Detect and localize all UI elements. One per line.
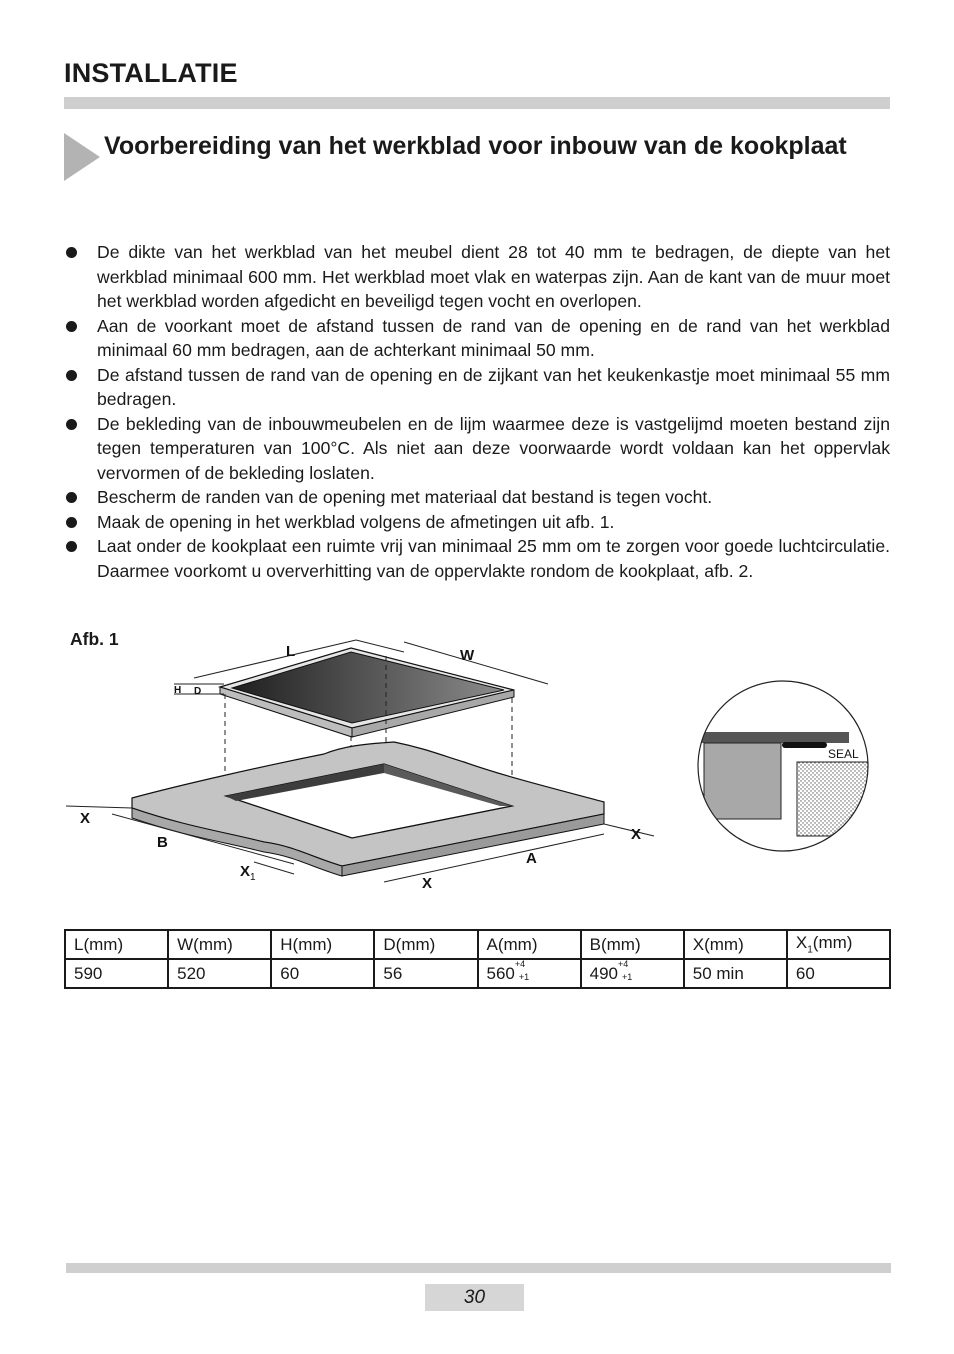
subheading: Voorbereiding van het werkblad voor inbouw van de kookplaat (104, 132, 847, 160)
header-cell: A(mm) (478, 930, 581, 959)
header-cell: D(mm) (374, 930, 477, 959)
list-item-text: De dikte van het werkblad van het meubel dient 28 tot 40 mm te bedragen, de diepte van het werkblad minimaal 600 mm. Het werkblad moet vlak en waterpas zijn. Aan de kant van de muur moet het werkblad worden afgedicht en beveiligd tegen vocht en overlopen. (97, 242, 890, 311)
list-item-text: Laat onder de kookplaat een ruimte vrij van minimaal 25 mm om te zorgen voor goede luchtcirculatie. Daarmee voorkomt u oververhitting van de oppervlakte rondom de kookplaat, afb. 2. (97, 536, 890, 581)
label-b: B (157, 834, 168, 851)
bullet-icon (66, 419, 77, 430)
list-item (64, 363, 890, 412)
bullet-icon (66, 321, 77, 332)
header-cell: L(mm) (65, 930, 168, 959)
header-cell-x1: $X_1(mm)$ (787, 930, 890, 959)
bullet-icon (66, 517, 77, 528)
label-h: H (174, 685, 182, 696)
list-item-text: De bekleding van de inbouwmeubelen en de lijm waarmee deze is vastgelijmd moeten bestand zijn tegen temperaturen van 100°C. Als niet aan deze voorwaarde wordt voldaan kan het oppervlak vervormen of de bekleding loslaten. (97, 413, 890, 483)
seal-label: SEAL (828, 747, 859, 761)
bullet-icon (66, 247, 77, 258)
seal-detail-circle (684, 681, 887, 851)
list-item (64, 534, 890, 583)
header-cell: B(mm) (581, 930, 684, 959)
value-cell: 60 (271, 959, 374, 988)
list-item-text: Bescherm de randen van de opening met materiaal dat bestand is tegen vocht. (97, 487, 713, 507)
section-title: INSTALLATIE (64, 58, 238, 88)
value-cell: 60 (787, 959, 890, 988)
footer-divider (66, 1263, 891, 1273)
value-cell: 520 (168, 959, 271, 988)
label-x-right: X (631, 826, 642, 843)
value-cell: 590 (65, 959, 168, 988)
list-item (64, 485, 890, 510)
dimensions-table (64, 929, 891, 989)
header-cell: H(mm) (271, 930, 374, 959)
page-number: 30 (425, 1284, 524, 1311)
value-cell: 50 min (684, 959, 787, 988)
list-item (64, 510, 890, 535)
table-header-row (65, 930, 890, 959)
list-item (64, 240, 890, 314)
header-divider (64, 97, 890, 109)
label-x-left: X (80, 810, 91, 827)
value-cell-a: 560 +4 +1 (478, 959, 581, 988)
list-item (64, 314, 890, 363)
list-item-text: De afstand tussen de rand van de opening en de zijkant van het keukenkastje moet minimaal 55 mm bedragen. (97, 364, 890, 409)
label-w: W (460, 647, 475, 664)
bullet-icon (66, 492, 77, 503)
label-x-bottom: X (422, 875, 433, 892)
figure-label: Afb. 1 (70, 629, 119, 649)
value-cell-b: 490 +4 +1 (581, 959, 684, 988)
header-cell: W(mm) (168, 930, 271, 959)
section-arrow-icon (64, 133, 100, 181)
instruction-list (64, 240, 890, 583)
value-cell: 56 (374, 959, 477, 988)
bullet-icon (66, 370, 77, 381)
label-d: D (194, 686, 202, 697)
label-x1: $X_1$ (240, 863, 256, 883)
label-l: L (286, 643, 296, 660)
bullet-icon (66, 541, 77, 552)
table-row (65, 959, 890, 988)
label-a: A (526, 850, 537, 867)
list-item (64, 412, 890, 486)
header-cell: X(mm) (684, 930, 787, 959)
list-item-text: Maak de opening in het werkblad volgens de afmetingen uit afb. 1. (97, 511, 615, 532)
list-item-text: Aan de voorkant moet de afstand tussen de rand van de opening en de rand van het werkblad minimaal 60 mm bedragen, aan de achterkant minimaal 50 mm. (97, 315, 890, 360)
installation-diagram (64, 636, 894, 898)
